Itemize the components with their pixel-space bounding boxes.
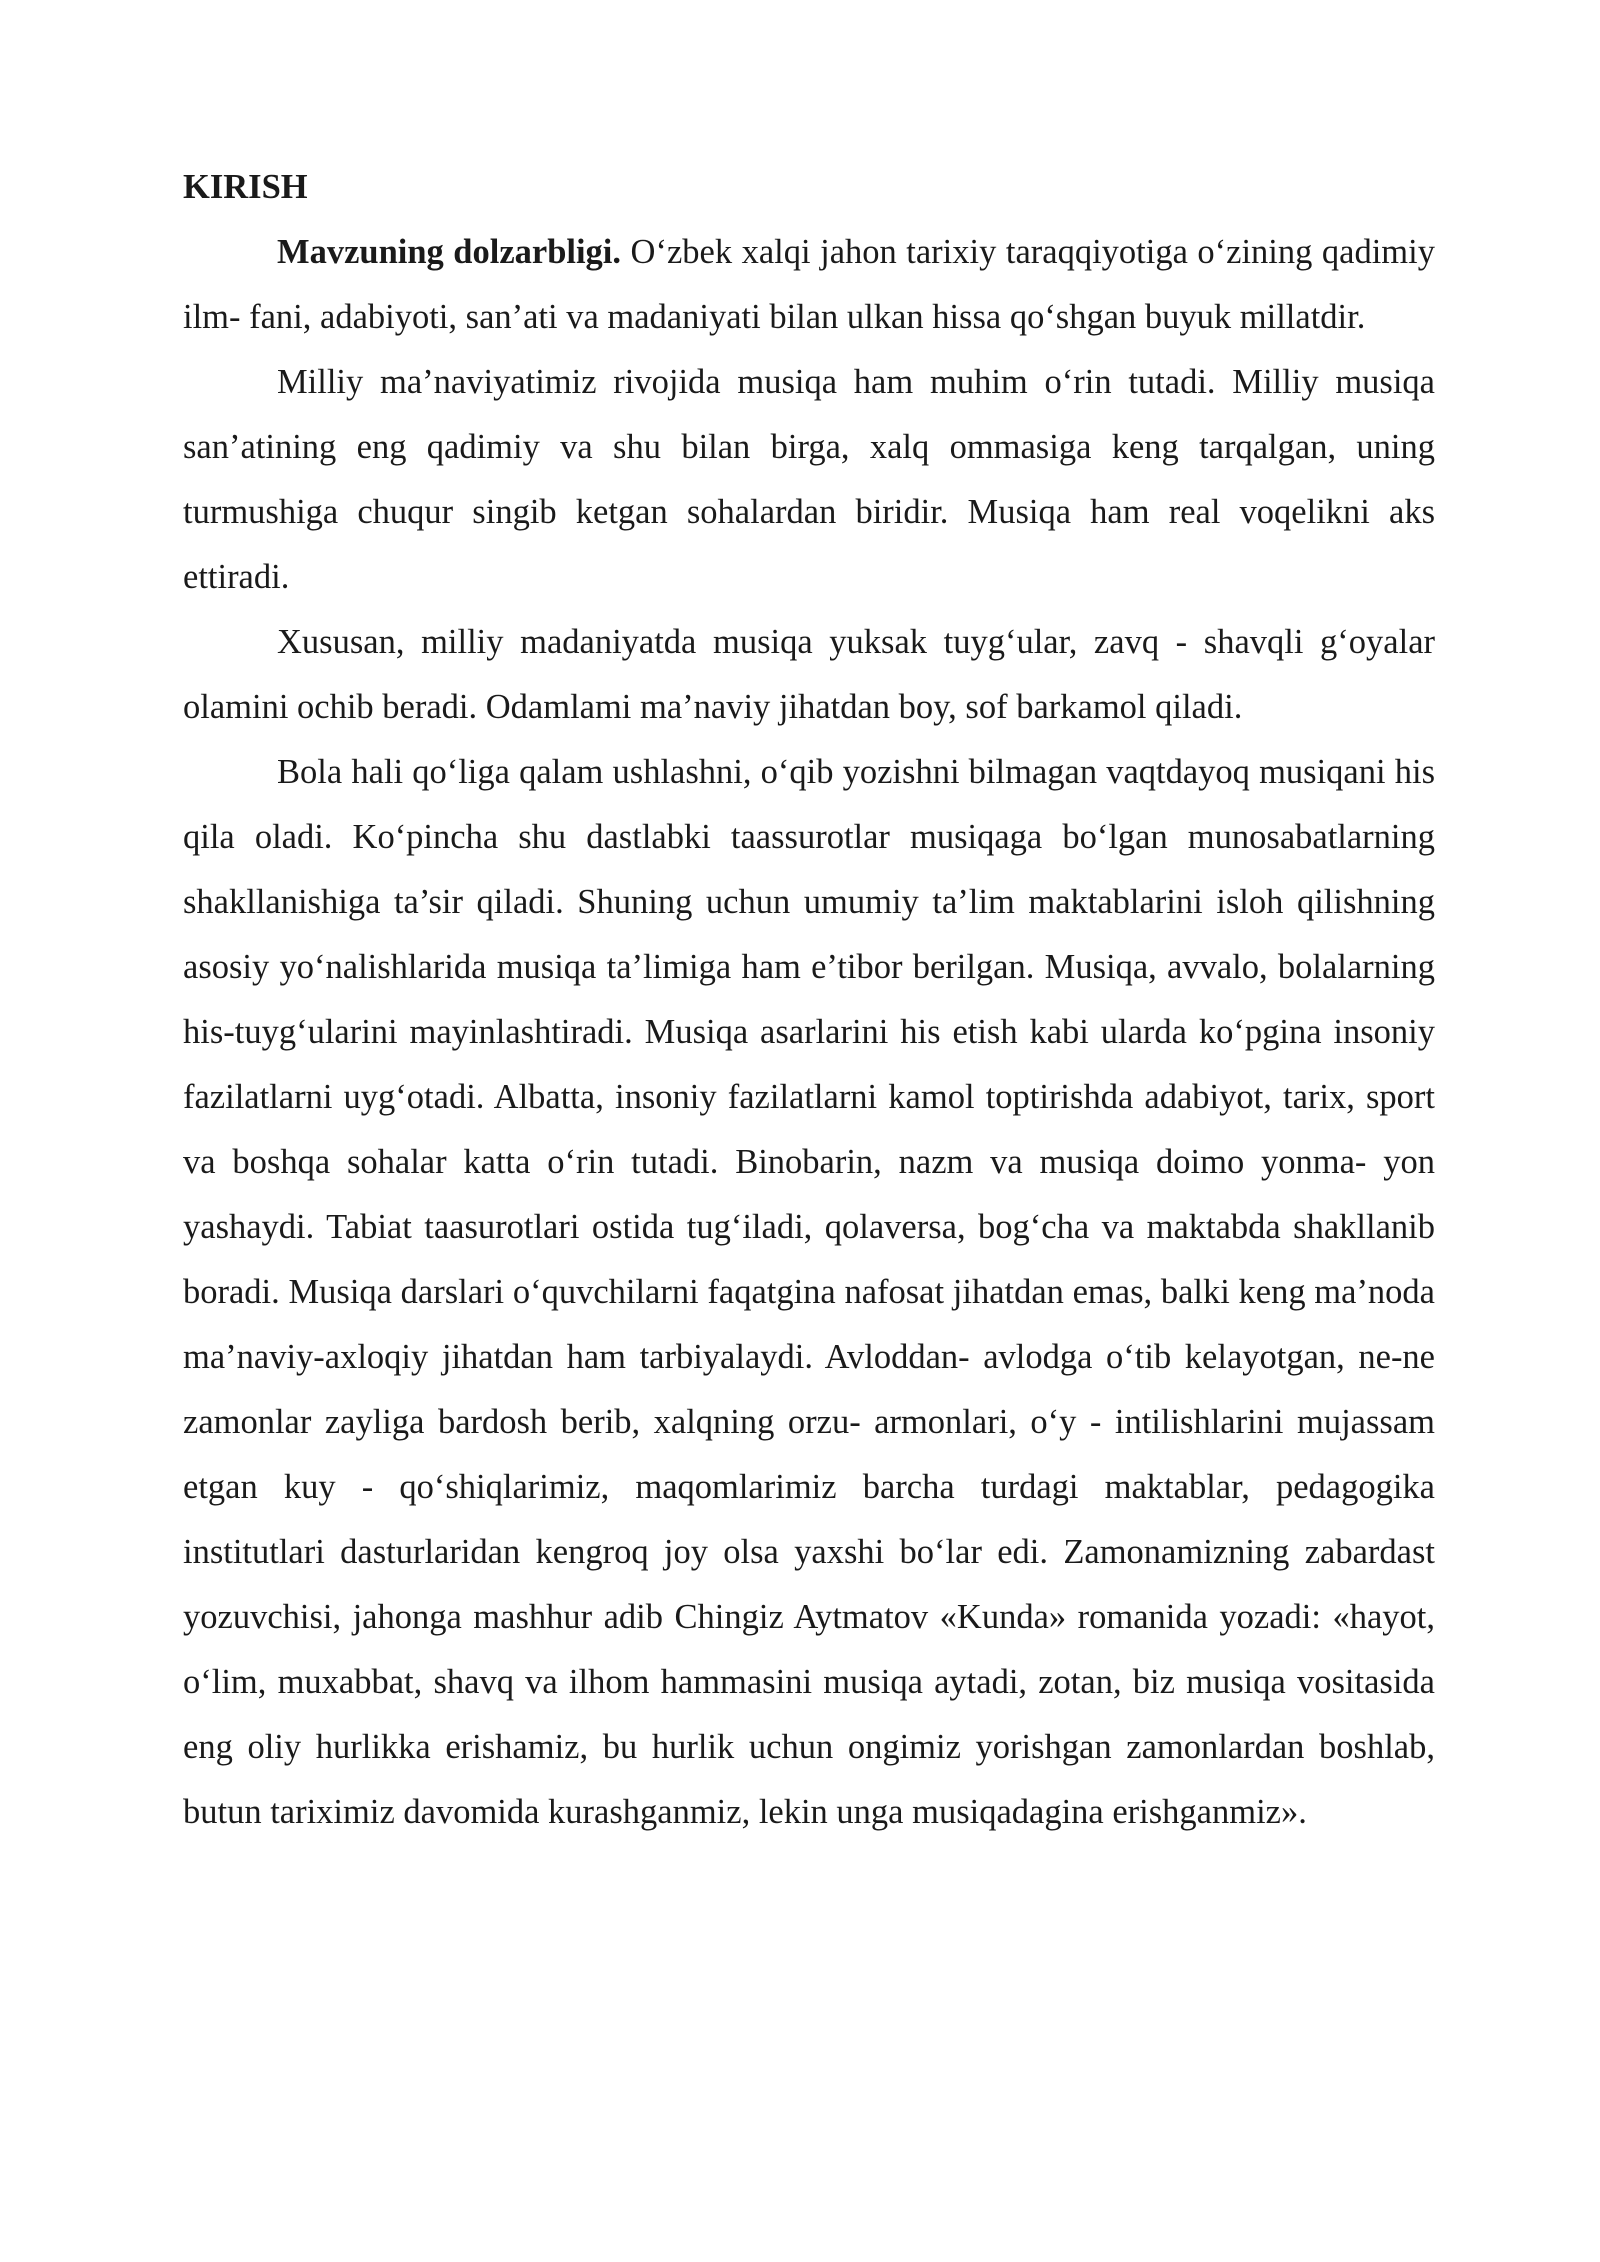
section-heading: KIRISH	[183, 168, 308, 206]
document-page	[183, 155, 1435, 1845]
paragraph-text: O‘zbek xalqi jahon tarixiy taraqqiyotiga o‘zining qadimiy ilm- fani, adabiyoti, san’ati va madaniyati bilan ulkan hissa qo‘shgan buyuk millatdir.	[183, 233, 1435, 336]
paragraph-education: Bola hali qo‘liga qalam ushlashni, o‘qib yozishni bilmagan vaqtdayoq musiqani his qila oladi. Ko‘pincha shu dastlabki taassurotlar musiqaga bo‘lgan munosabatlarning shakllanishiga ta’sir qiladi. Shuning uchun umumiy ta’lim maktablarini isloh qilishning asosiy yo‘nalishlarida musiqa ta’limiga ham e’tibor berilgan. Musiqa, avvalo, bolalarning his-tuyg‘ularini mayinlashtiradi. Musiqa asarlarini his etish kabi ularda ko‘pgina insoniy fazilatlarni uyg‘otadi. Albatta, insoniy fazilatlarni kamol toptirishda adabiyot, tarix, sport va boshqa sohalar katta o‘rin tutadi. Binobarin, nazm va musiqa doimo yonma- yon yashaydi. Tabiat taasurotlari ostida tug‘iladi, qolaversa, bog‘cha va maktabda shakllanib boradi. Musiqa darslari o‘quvchilarni faqatgina nafosat jihatdan emas, balki keng ma’noda ma’naviy-axloqiy jihatdan ham tarbiyalaydi. Avloddan- avlodga o‘tib kelayotgan, ne-ne zamonlar zayliga bardosh berib, xalqning orzu- armonlari, o‘y - intilishlarini mujassam etgan kuy - qo‘shiqlarimiz, maqomlarimiz barcha turdagi maktablar, pedagogika institutlari dasturlaridan kengroq joy olsa yaxshi bo‘lar edi. Zamonamizning zabardast yozuvchisi, jahonga mashhur adib Chingiz Aytmatov «Kunda» romanida yozadi: «hayot, o‘lim, muxabbat, shavq va ilhom hammasini musiqa aytadi, zotan, biz musiqa vositasida eng oliy hurlikka erishamiz, bu hurlik uchun ongimiz yorishgan zamonlardan boshlab, butun tariximiz davomida kurashganmiz, lekin unga musiqadagina erishganmiz».	[183, 753, 1435, 1831]
paragraph-culture: Xususan, milliy madaniyatda musiqa yuksak tuyg‘ular, zavq - shavqli g‘oyalar olamini ochib beradi. Odamlami ma’naviy jihatdan boy, sof barkamol qiladi.	[183, 623, 1435, 726]
paragraph-relevance	[183, 220, 1435, 350]
paragraph-spirituality: Milliy ma’naviyatimiz rivojida musiqa ham muhim o‘rin tutadi. Milliy musiqa san’atining eng qadimiy va shu bilan birga, xalq ommasiga keng tarqalgan, uning turmushiga chuqur singib ketgan sohalardan biridir. Musiqa ham real voqelikni aks ettiradi.	[183, 363, 1435, 596]
paragraph-lead-bold: Mavzuning dolzarbligi.	[277, 233, 622, 271]
